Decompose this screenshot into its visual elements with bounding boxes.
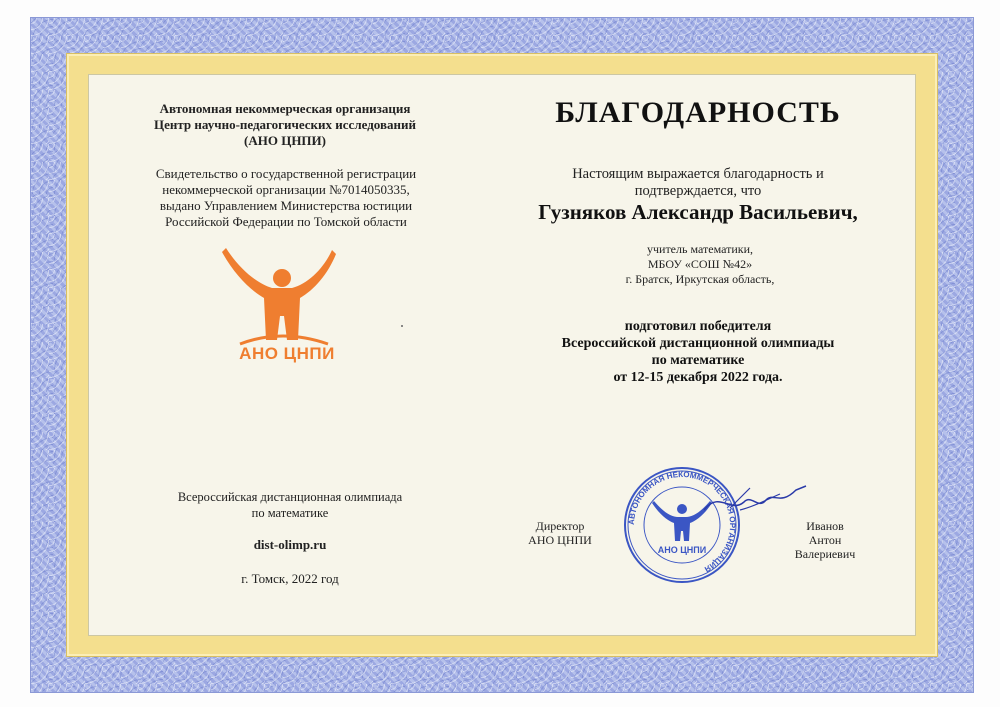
registration-info [128, 166, 444, 230]
certificate-title: БЛАГОДАРНОСТЬ [555, 96, 841, 129]
olympiad-line: по математике [251, 506, 329, 520]
organization-line: Центр научно-педагогических исследований [154, 117, 416, 132]
registration-line: выдано Управлением Министерства юстиции [159, 198, 413, 213]
intro-text [520, 166, 876, 200]
logo-text: АНО ЦНПИ [239, 344, 335, 363]
stamp-outer-text: АВТОНОМНАЯ НЕКОММЕРЧЕСКАЯ ОРГАНИЗАЦИЯ [626, 469, 738, 574]
recipient-position [560, 242, 840, 287]
achievement-line: по математике [651, 353, 745, 368]
speck [401, 325, 403, 327]
position-line: Директор [535, 519, 585, 533]
signatory-patronymic: Валериевич [794, 547, 856, 561]
olympiad-line: Всероссийская дистанционная олимпиада [177, 490, 403, 504]
achievement-line: подготовил победителя [624, 319, 772, 334]
intro-line: Настоящим выражается благодарность и [572, 166, 824, 182]
signature [700, 480, 810, 520]
signatory-name [760, 519, 890, 561]
achievement-line: Всероссийской дистанционной олимпиады [561, 336, 835, 351]
location-line: г. Братск, Иркутская область, [625, 272, 775, 286]
school-line: МБОУ «СОШ №42» [647, 257, 753, 271]
organization-line: АНО ЦНПИ [528, 533, 592, 547]
website-link[interactable]: dist-olimp.ru [253, 537, 327, 552]
signatory-first-name: Антон [808, 533, 842, 547]
achievement-text [480, 318, 916, 386]
signatory-position [500, 519, 620, 547]
olympiad-name [140, 489, 440, 521]
city-year: г. Томск, 2022 год [241, 571, 339, 586]
organization-line: Автономная некоммерческая организация [159, 101, 411, 116]
organization-name [130, 101, 440, 149]
stamp-center-text: АНО ЦНПИ [657, 545, 707, 555]
achievement-line: от 12-15 декабря 2022 года. [613, 370, 783, 385]
registration-line: Российской Федерации по Томской области [165, 214, 407, 229]
registration-line: некоммерческой организации №7014050335, [162, 182, 410, 197]
signatory-surname: Иванов [806, 519, 844, 533]
registration-line: Свидетельство о государственной регистрации [155, 166, 417, 181]
intro-line: подтверждается, что [634, 183, 762, 199]
organization-abbreviation: (АНО ЦНПИ) [244, 133, 326, 148]
recipient-name: Гузняков Александр Васильевич, [538, 200, 858, 224]
position-line: учитель математики, [646, 242, 754, 256]
